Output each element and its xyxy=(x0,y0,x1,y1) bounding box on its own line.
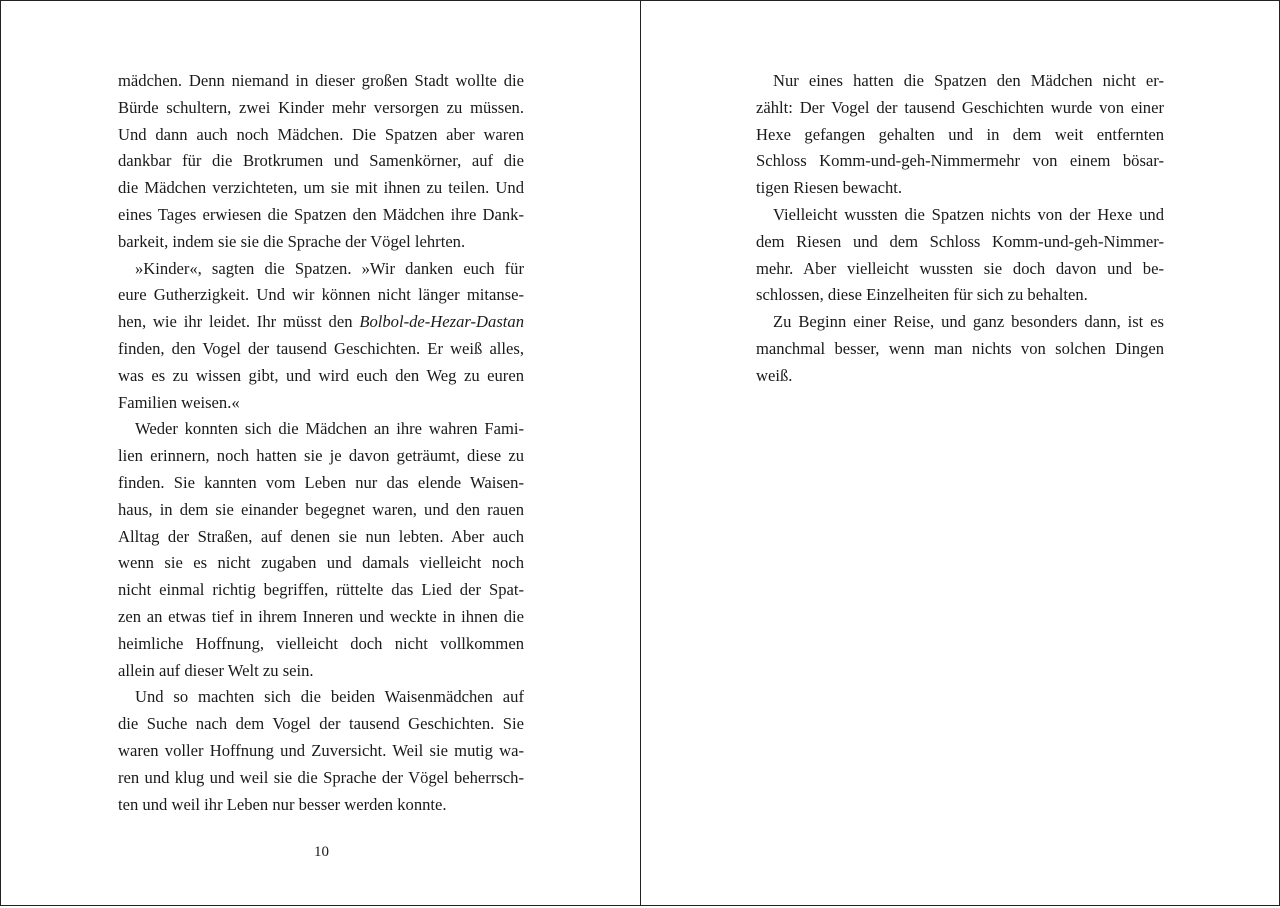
text-line: »Kinder«, sagten die Spatzen. »Wir danken euch für xyxy=(135,258,524,278)
text-line: haus, in dem sie einander begegnet waren, und den rauen xyxy=(118,499,524,519)
text-line: die Suche nach dem Vogel der tausend Geschichten. Sie xyxy=(118,714,524,734)
text-line: zen an etwas tief in ihrem Inneren und weckte in ihnen die xyxy=(118,606,524,626)
text-line: manchmal besser, wenn man nichts von solchen Dingen xyxy=(756,338,1164,358)
left-page-text xyxy=(118,68,524,818)
left-page xyxy=(0,0,641,906)
paragraph xyxy=(756,202,1164,309)
text-line: heimliche Hoffnung, vielleicht doch nicht vollkommen xyxy=(118,633,524,653)
page-number: 10 xyxy=(314,844,329,860)
text-line: Nur eines hatten die Spatzen den Mädchen nicht er- xyxy=(773,71,1164,90)
paragraph xyxy=(118,256,524,417)
text-line: eines Tages erwiesen die Spatzen den Mädchen ihre Dank- xyxy=(118,204,524,224)
paragraph xyxy=(118,68,524,256)
text-line: Schloss Komm-und-geh-Nimmermehr von einem bösar- xyxy=(756,151,1164,171)
text-line: barkeit, indem sie sie die Sprache der Vögel lehrten. xyxy=(118,231,466,251)
text-line: wenn sie es nicht zugaben und damals vielleicht noch xyxy=(118,553,524,573)
text-line: Weder konnten sich die Mädchen an ihre wahren Fami- xyxy=(135,419,524,439)
text-segment: hen, wie ihr leidet. Ihr müsst den xyxy=(118,312,360,332)
paragraph xyxy=(118,416,524,684)
text-line xyxy=(118,309,524,336)
text-line: nicht einmal richtig begriffen, rüttelte das Lied der Spat- xyxy=(118,580,524,600)
text-line: finden, den Vogel der tausend Geschichten. Er weiß alles, xyxy=(118,338,524,358)
text-line: Und dann auch noch Mädchen. Die Spatzen aber waren xyxy=(118,124,524,144)
text-line: Zu Beginn einer Reise, und ganz besonders dann, ist es xyxy=(773,312,1164,332)
text-line: ren und klug und weil sie die Sprache der Vögel beherrsch- xyxy=(118,767,524,787)
italic-title: Bolbol-de-Hezar-Dastan xyxy=(359,312,524,332)
text-line: waren voller Hoffnung und Zuversicht. Weil sie mutig wa- xyxy=(118,740,524,760)
text-line: finden. Sie kannten vom Leben nur das elende Waisen- xyxy=(118,472,524,492)
text-line: Hexe gefangen gehalten und in dem weit entfernten xyxy=(756,124,1164,144)
text-line: dem Riesen und dem Schloss Komm-und-geh-Nimmer- xyxy=(756,231,1164,251)
text-line: lien erinnern, noch hatten sie je davon geträumt, diese zu xyxy=(118,446,524,466)
paragraph xyxy=(756,309,1164,389)
text-line: Bürde schultern, zwei Kinder mehr versorgen zu müssen. xyxy=(118,97,524,117)
text-line: Familien weisen.« xyxy=(118,392,240,412)
text-line: Vielleicht wussten die Spatzen nichts von der Hexe und xyxy=(773,204,1164,224)
text-line: mehr. Aber vielleicht wussten sie doch davon und be- xyxy=(756,258,1164,278)
paragraph xyxy=(756,68,1164,202)
text-line: allein auf dieser Welt zu sein. xyxy=(118,660,314,680)
right-page xyxy=(640,0,1280,906)
text-line: die Mädchen verzichteten, um sie mit ihnen zu teilen. Und xyxy=(118,178,524,198)
text-line: Und so machten sich die beiden Waisenmädchen auf xyxy=(135,687,524,707)
text-line: schlossen, diese Einzelheiten für sich zu behalten. xyxy=(756,285,1088,305)
text-line: was es zu wissen gibt, und wird euch den Weg zu euren xyxy=(118,365,524,385)
text-line: eure Gutherzigkeit. Und wir können nicht länger mitanse- xyxy=(118,285,524,305)
text-line: Alltag der Straßen, auf denen sie nun lebten. Aber auch xyxy=(118,526,524,546)
text-line: weiß. xyxy=(756,365,793,385)
text-line: tigen Riesen bewacht. xyxy=(756,178,903,198)
text-line: zählt: Der Vogel der tausend Geschichten wurde von einer xyxy=(756,97,1164,117)
text-line: mädchen. Denn niemand in dieser großen Stadt wollte die xyxy=(118,71,524,90)
right-page-text xyxy=(756,68,1164,390)
text-line: ten und weil ihr Leben nur besser werden konnte. xyxy=(118,794,447,814)
text-line: dankbar für die Brotkrumen und Samenkörner, auf die xyxy=(118,151,524,171)
paragraph xyxy=(118,684,524,818)
